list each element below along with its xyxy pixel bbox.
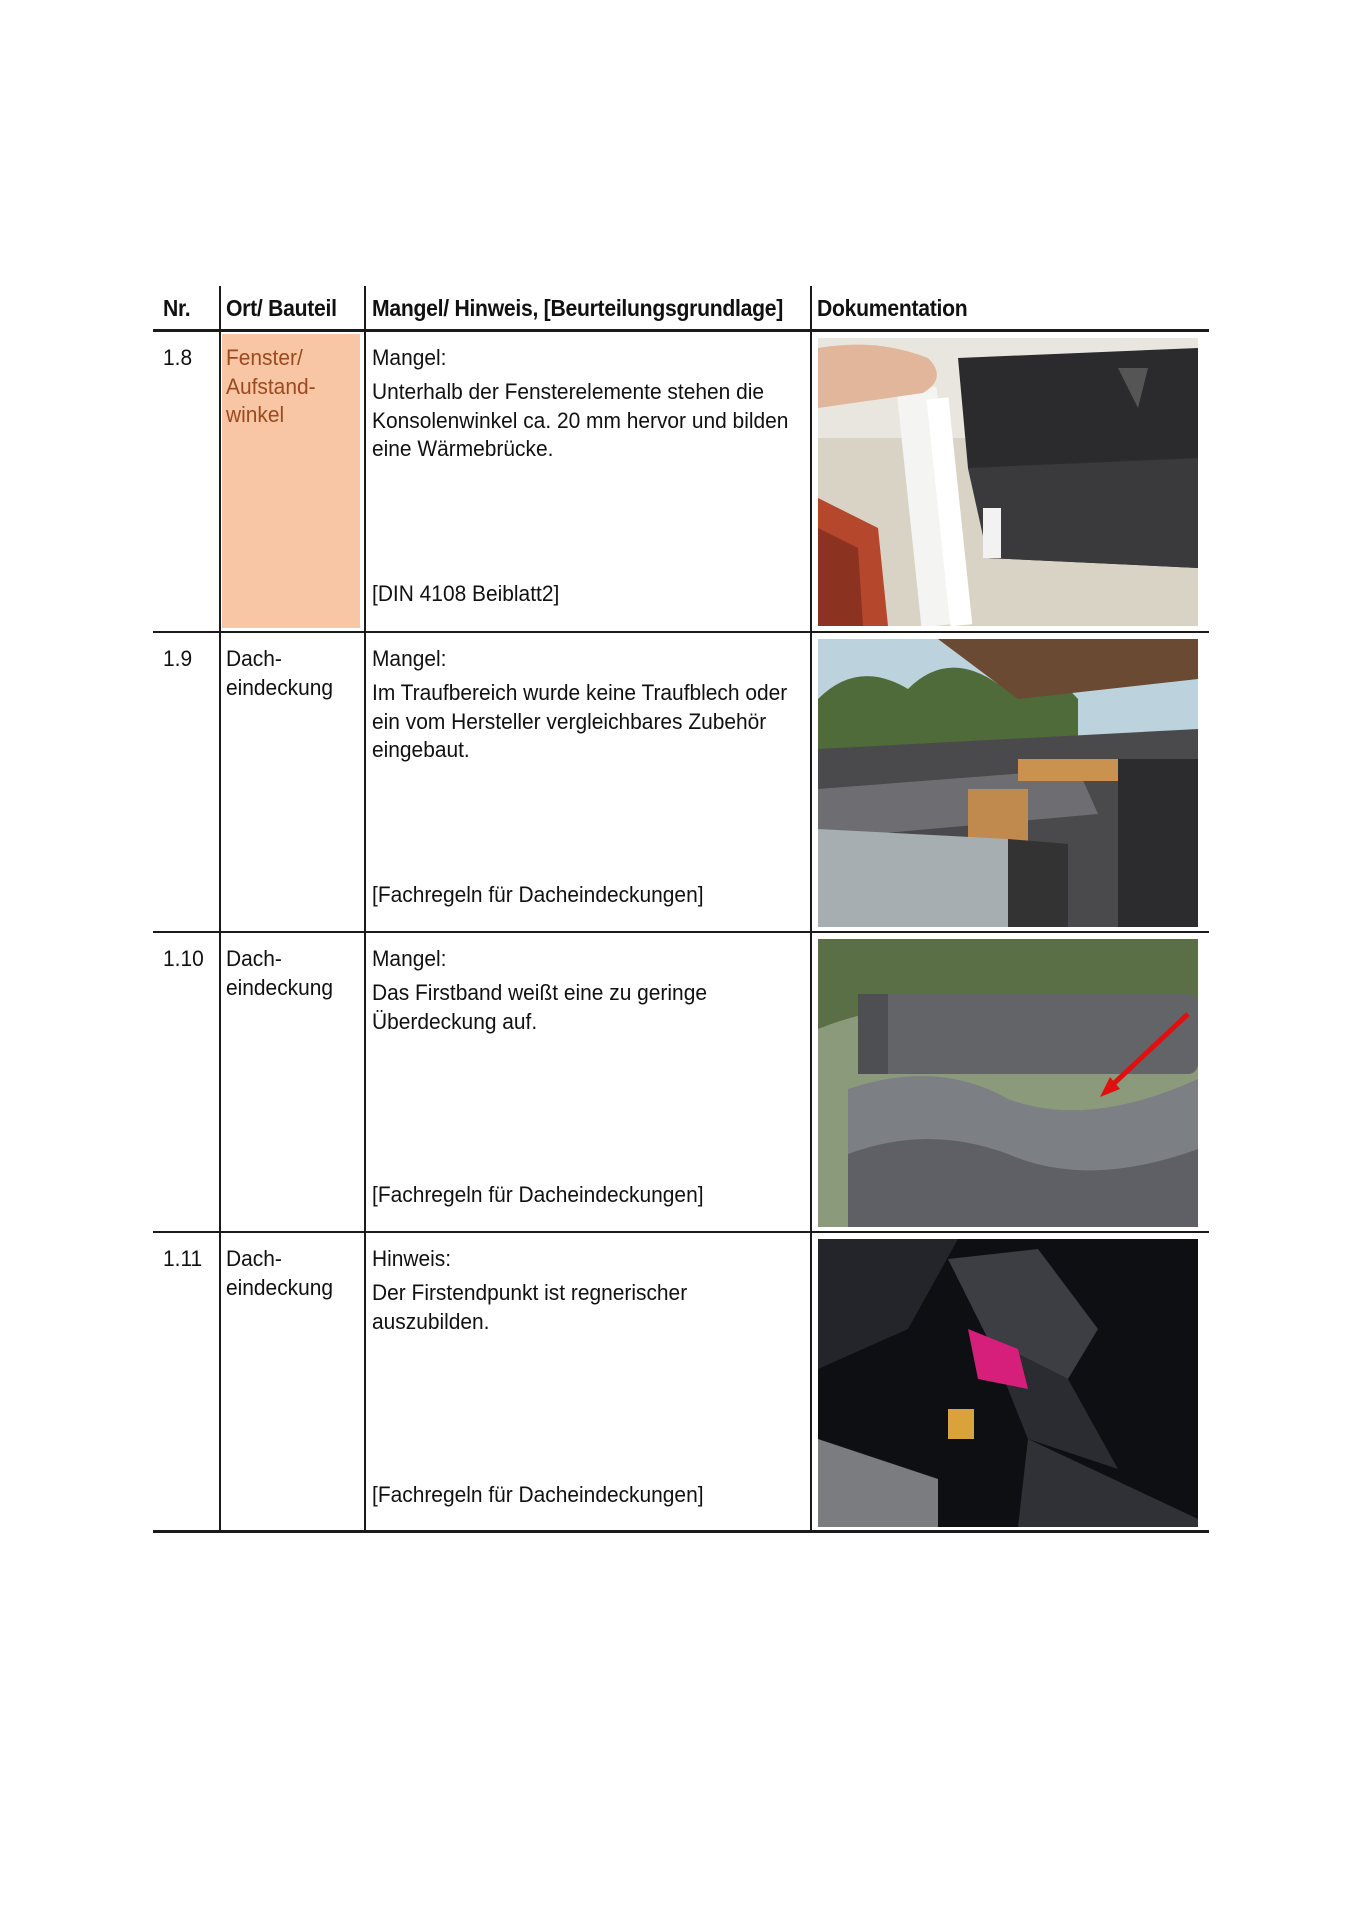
row-type: Mangel:	[372, 946, 447, 971]
row-number: 1.9	[163, 646, 193, 671]
header-ort-bauteil: Ort/ Bauteil	[226, 295, 337, 321]
table-row	[153, 332, 1209, 632]
row-location: Dach- eindeckung	[226, 1246, 334, 1300]
row-basis: [DIN 4108 Beiblatt2]	[372, 581, 560, 606]
documentation-photo	[818, 939, 1198, 1227]
row-type: Mangel:	[372, 345, 447, 370]
header-dokumentation: Dokumentation	[817, 295, 968, 321]
table-row	[153, 933, 1209, 1233]
table-row	[153, 633, 1209, 933]
row-basis: [Fachregeln für Dacheindeckungen]	[372, 1182, 704, 1207]
row-description: Im Traufbereich wurde keine Traufblech oder ein vom Hersteller vergleichbares Zubehör eingebaut.	[372, 680, 788, 762]
header-nr: Nr.	[163, 295, 191, 321]
row-description: Das Firstband weißt eine zu geringe Überdeckung auf.	[372, 980, 707, 1034]
row-number: 1.11	[163, 1246, 203, 1271]
documentation-photo	[818, 1239, 1198, 1527]
row-location: Dach- eindeckung	[226, 946, 334, 1000]
row-type: Mangel:	[372, 646, 447, 671]
table-row	[153, 1233, 1209, 1533]
row-location: Fenster/ Aufstand- winkel	[226, 345, 316, 427]
row-type: Hinweis:	[372, 1246, 452, 1271]
row-number: 1.8	[163, 345, 193, 370]
row-description: Unterhalb der Fensterelemente stehen die Konsolenwinkel ca. 20 mm hervor und bilden eine Wärmebrücke.	[372, 379, 789, 461]
row-location: Dach- eindeckung	[226, 646, 334, 700]
documentation-photo	[818, 338, 1198, 626]
row-number: 1.10	[163, 946, 204, 971]
header-mangel-hinweis: Mangel/ Hinweis, [Beurteilungsgrundlage]	[372, 295, 784, 321]
documentation-photo	[818, 639, 1198, 927]
row-basis: [Fachregeln für Dacheindeckungen]	[372, 882, 704, 907]
row-basis: [Fachregeln für Dacheindeckungen]	[372, 1482, 704, 1507]
row-description: Der Firstendpunkt ist regnerischer auszubilden.	[372, 1280, 688, 1334]
